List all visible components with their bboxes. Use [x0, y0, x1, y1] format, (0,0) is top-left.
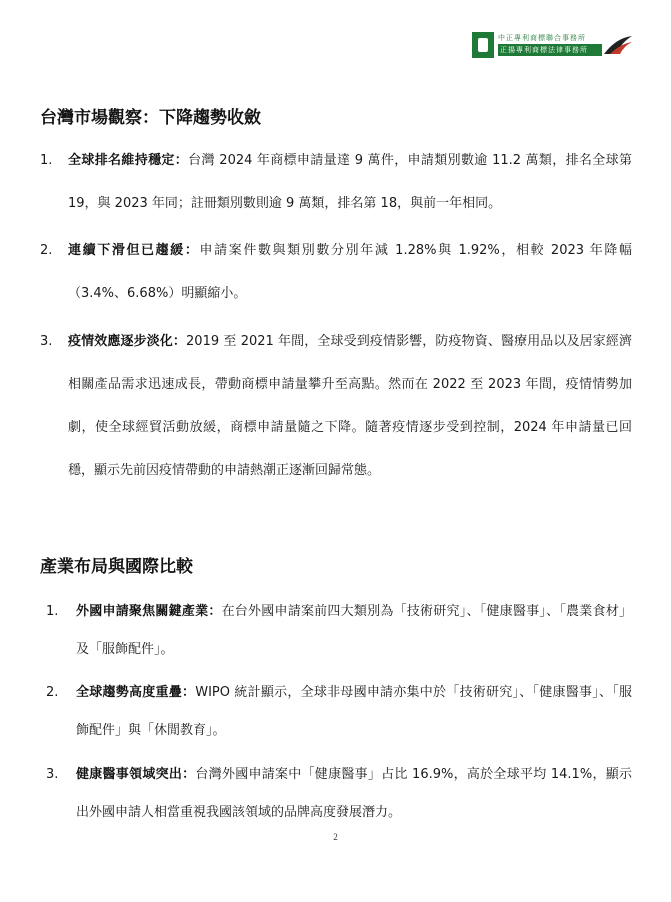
item-text: 台灣 2024 年商標申請量達 9 萬件，申請類別數逾 11.2 萬類，排名全球第 19，與 2023 年同；註冊類別數則逾 9 萬類，排名第 18，與前一年相同。 — [68, 153, 632, 211]
firm-emblem — [472, 32, 494, 58]
list-number: 1. — [40, 153, 53, 168]
list-number: 2. — [40, 243, 53, 258]
section-heading-industry-layout: 產業布局與國際比較 — [40, 557, 193, 577]
section-heading-taiwan-market: 台灣市場觀察：下降趨勢收斂 — [40, 108, 261, 128]
list-item — [46, 593, 632, 669]
logo-firm-name-2: 正揚專利商標法律事務所 — [498, 44, 602, 56]
list-item — [46, 674, 632, 750]
item-label: 疫情效應逐步淡化： — [68, 334, 187, 349]
list-number: 2. — [46, 685, 59, 700]
firm-logo — [472, 30, 634, 60]
item-label: 連續下滑但已趨緩： — [68, 243, 200, 258]
item-text: 在台外國申請案前四大類別為「技術研究」、「健康醫事」、「農業食材」及「服飾配件」。 — [76, 604, 632, 657]
item-label: 全球排名維持穩定： — [68, 153, 189, 168]
item-text: 台灣外國申請案中「健康醫事」占比 16.9%，高於全球平均 14.1%，顯示出外國申請人相當重視我國該領域的品牌高度發展潛力。 — [76, 767, 632, 820]
list-number: 1. — [46, 604, 59, 619]
item-label: 外國申請聚焦關鍵產業： — [76, 604, 222, 619]
logo-firm-name-1: 中正專利商標聯合事務所 — [498, 34, 586, 42]
item-text: 2019 至 2021 年間，全球受到疫情影響，防疫物資、醫療用品以及居家經濟相關產品需求迅速成長，帶動商標申請量攀升至高點。然而在 2022 至 2023 年間，疫情情勢加劇，使全球經貿活動放緩，商標申請量隨之下降。隨著疫情逐步受到控制，2024 年申請量已回穩，顯示先前因疫情帶動的申請熱潮正逐漸回歸常態。 — [68, 334, 632, 478]
list-item — [40, 139, 632, 225]
list-number: 3. — [46, 767, 59, 782]
logo-swoosh-icon — [602, 32, 634, 58]
list-number: 3. — [40, 334, 53, 349]
item-label: 健康醫事領域突出： — [76, 767, 196, 782]
item-text: 申請案件數與類別數分別年減 1.28%與 1.92%，相較 2023 年降幅（3.4%、6.68%）明顯縮小。 — [68, 243, 632, 301]
item-label: 全球趨勢高度重疊： — [76, 685, 196, 700]
list-item — [40, 229, 632, 315]
item-text: WIPO 統計顯示，全球非母國申請亦集中於「技術研究」、「健康醫事」、「服飾配件」與「休閒教育」。 — [76, 685, 632, 738]
page-number: 2 — [333, 832, 338, 842]
list-item — [46, 756, 632, 832]
list-item — [40, 320, 632, 492]
